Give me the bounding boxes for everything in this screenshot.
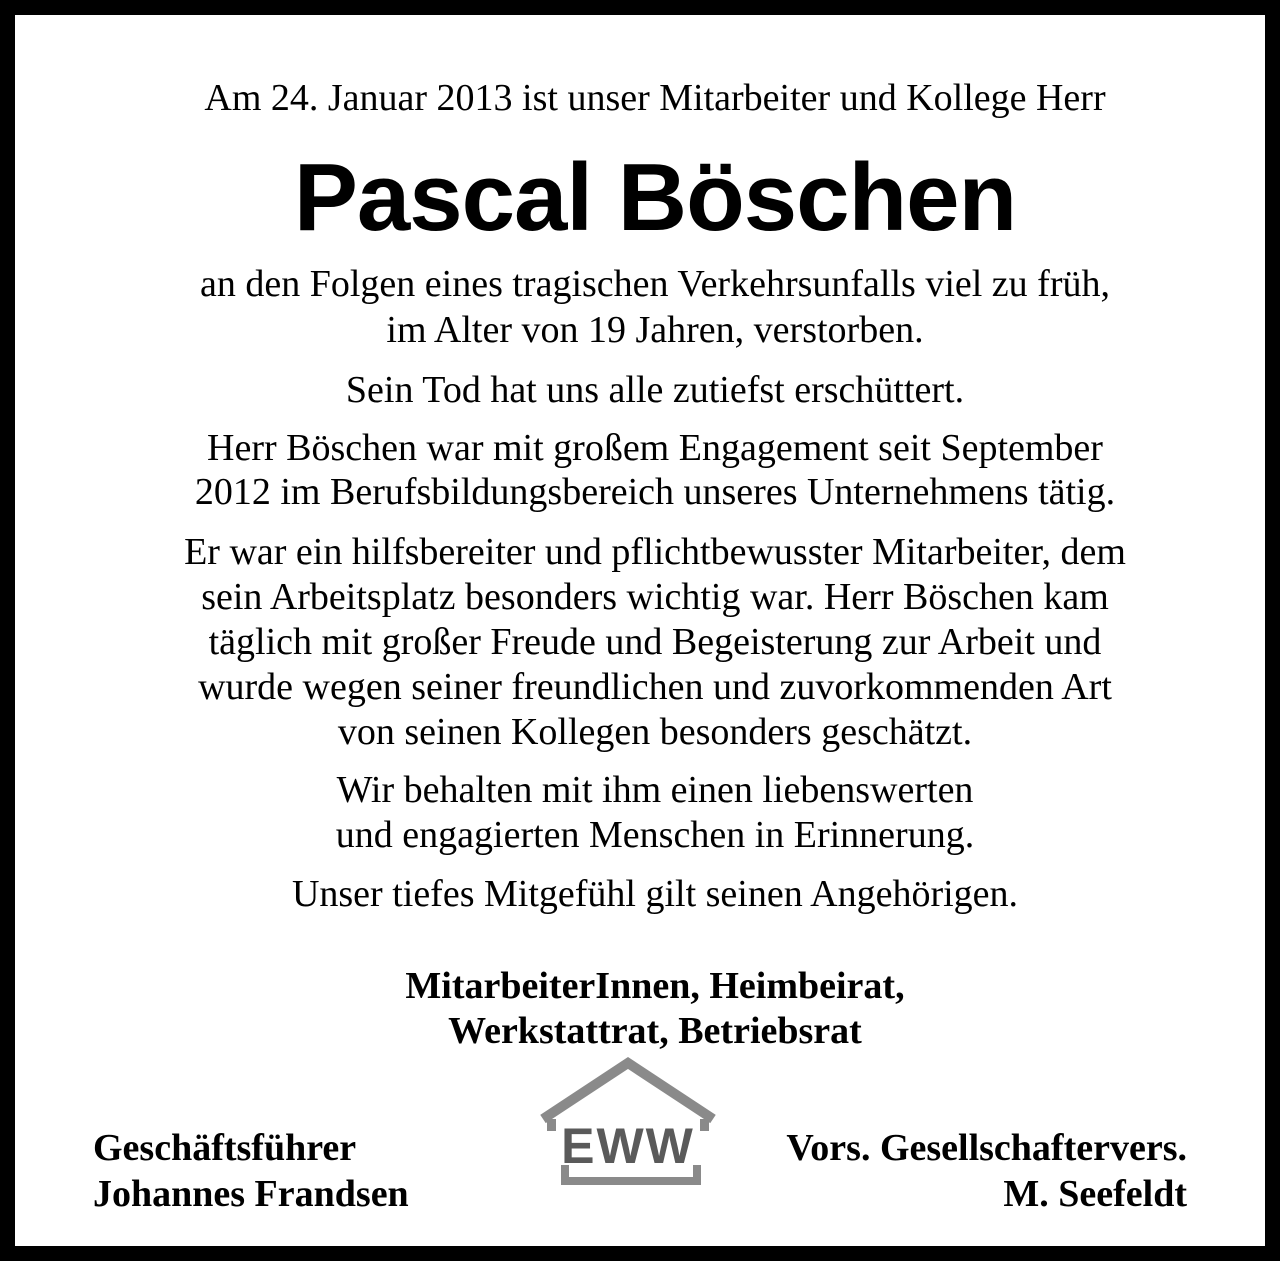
paragraph-6-line-1: Unser tiefes Mitgefühl gilt seinen Angehörigen. — [291, 873, 1019, 915]
paragraph-2-line-1: Sein Tod hat uns alle zutiefst erschüttert. — [345, 369, 965, 411]
paragraph-3-line-2: 2012 im Berufsbildungsbereich unseres Unternehmens tätig. — [194, 471, 1116, 513]
signature-left-title: Geschäftsführer — [93, 1127, 357, 1169]
paragraph-4-line-5: von seinen Kollegen besonders geschätzt. — [337, 711, 973, 753]
paragraph-4-line-4: wurde wegen seiner freundlichen und zuvorkommenden Art — [198, 666, 1112, 708]
eww-logo — [535, 1057, 721, 1187]
paragraph-5-line-1: Wir behalten mit ihm einen liebenswerten — [336, 769, 974, 811]
paragraph-4-line-3: täglich mit großer Freude und Begeisterung zur Arbeit und — [208, 621, 1102, 663]
logo-roof — [543, 1063, 713, 1119]
logo-text: EWW — [561, 1118, 695, 1174]
signature-right-name: M. Seefeldt — [1003, 1173, 1187, 1215]
logo-left-wall — [547, 1119, 556, 1131]
signature-managing-director — [93, 1125, 409, 1217]
signature-left-name: Johannes Frandsen — [93, 1173, 409, 1215]
signature-right-title: Vors. Gesellschaftervers. — [786, 1127, 1187, 1169]
paragraph-3-line-1: Herr Böschen war mit großem Engagement seit September — [207, 427, 1103, 469]
logo-right-wall — [700, 1119, 709, 1131]
intro-line: Am 24. Januar 2013 ist unser Mitarbeiter und Kollege Herr — [204, 77, 1106, 119]
paragraph-1-line-1: an den Folgen eines tragischen Verkehrsunfalls viel zu früh, — [200, 263, 1110, 305]
groups-line-2: Werkstattrat, Betriebsrat — [448, 1010, 862, 1052]
deceased-name: Pascal Böschen — [293, 144, 1017, 251]
paragraph-1-line-2: im Alter von 19 Jahren, verstorben. — [386, 309, 924, 351]
groups-line-1: MitarbeiterInnen, Heimbeirat, — [405, 965, 905, 1007]
paragraph-4-line-1: Er war ein hilfsbereiter und pflichtbewusster Mitarbeiter, dem — [184, 531, 1126, 573]
paragraph-4-line-2: sein Arbeitsplatz besonders wichtig war. Herr Böschen kam — [201, 576, 1109, 618]
paragraph-5-line-2: und engagierten Menschen in Erinnerung. — [335, 814, 975, 856]
signature-shareholder-chair — [786, 1125, 1187, 1217]
